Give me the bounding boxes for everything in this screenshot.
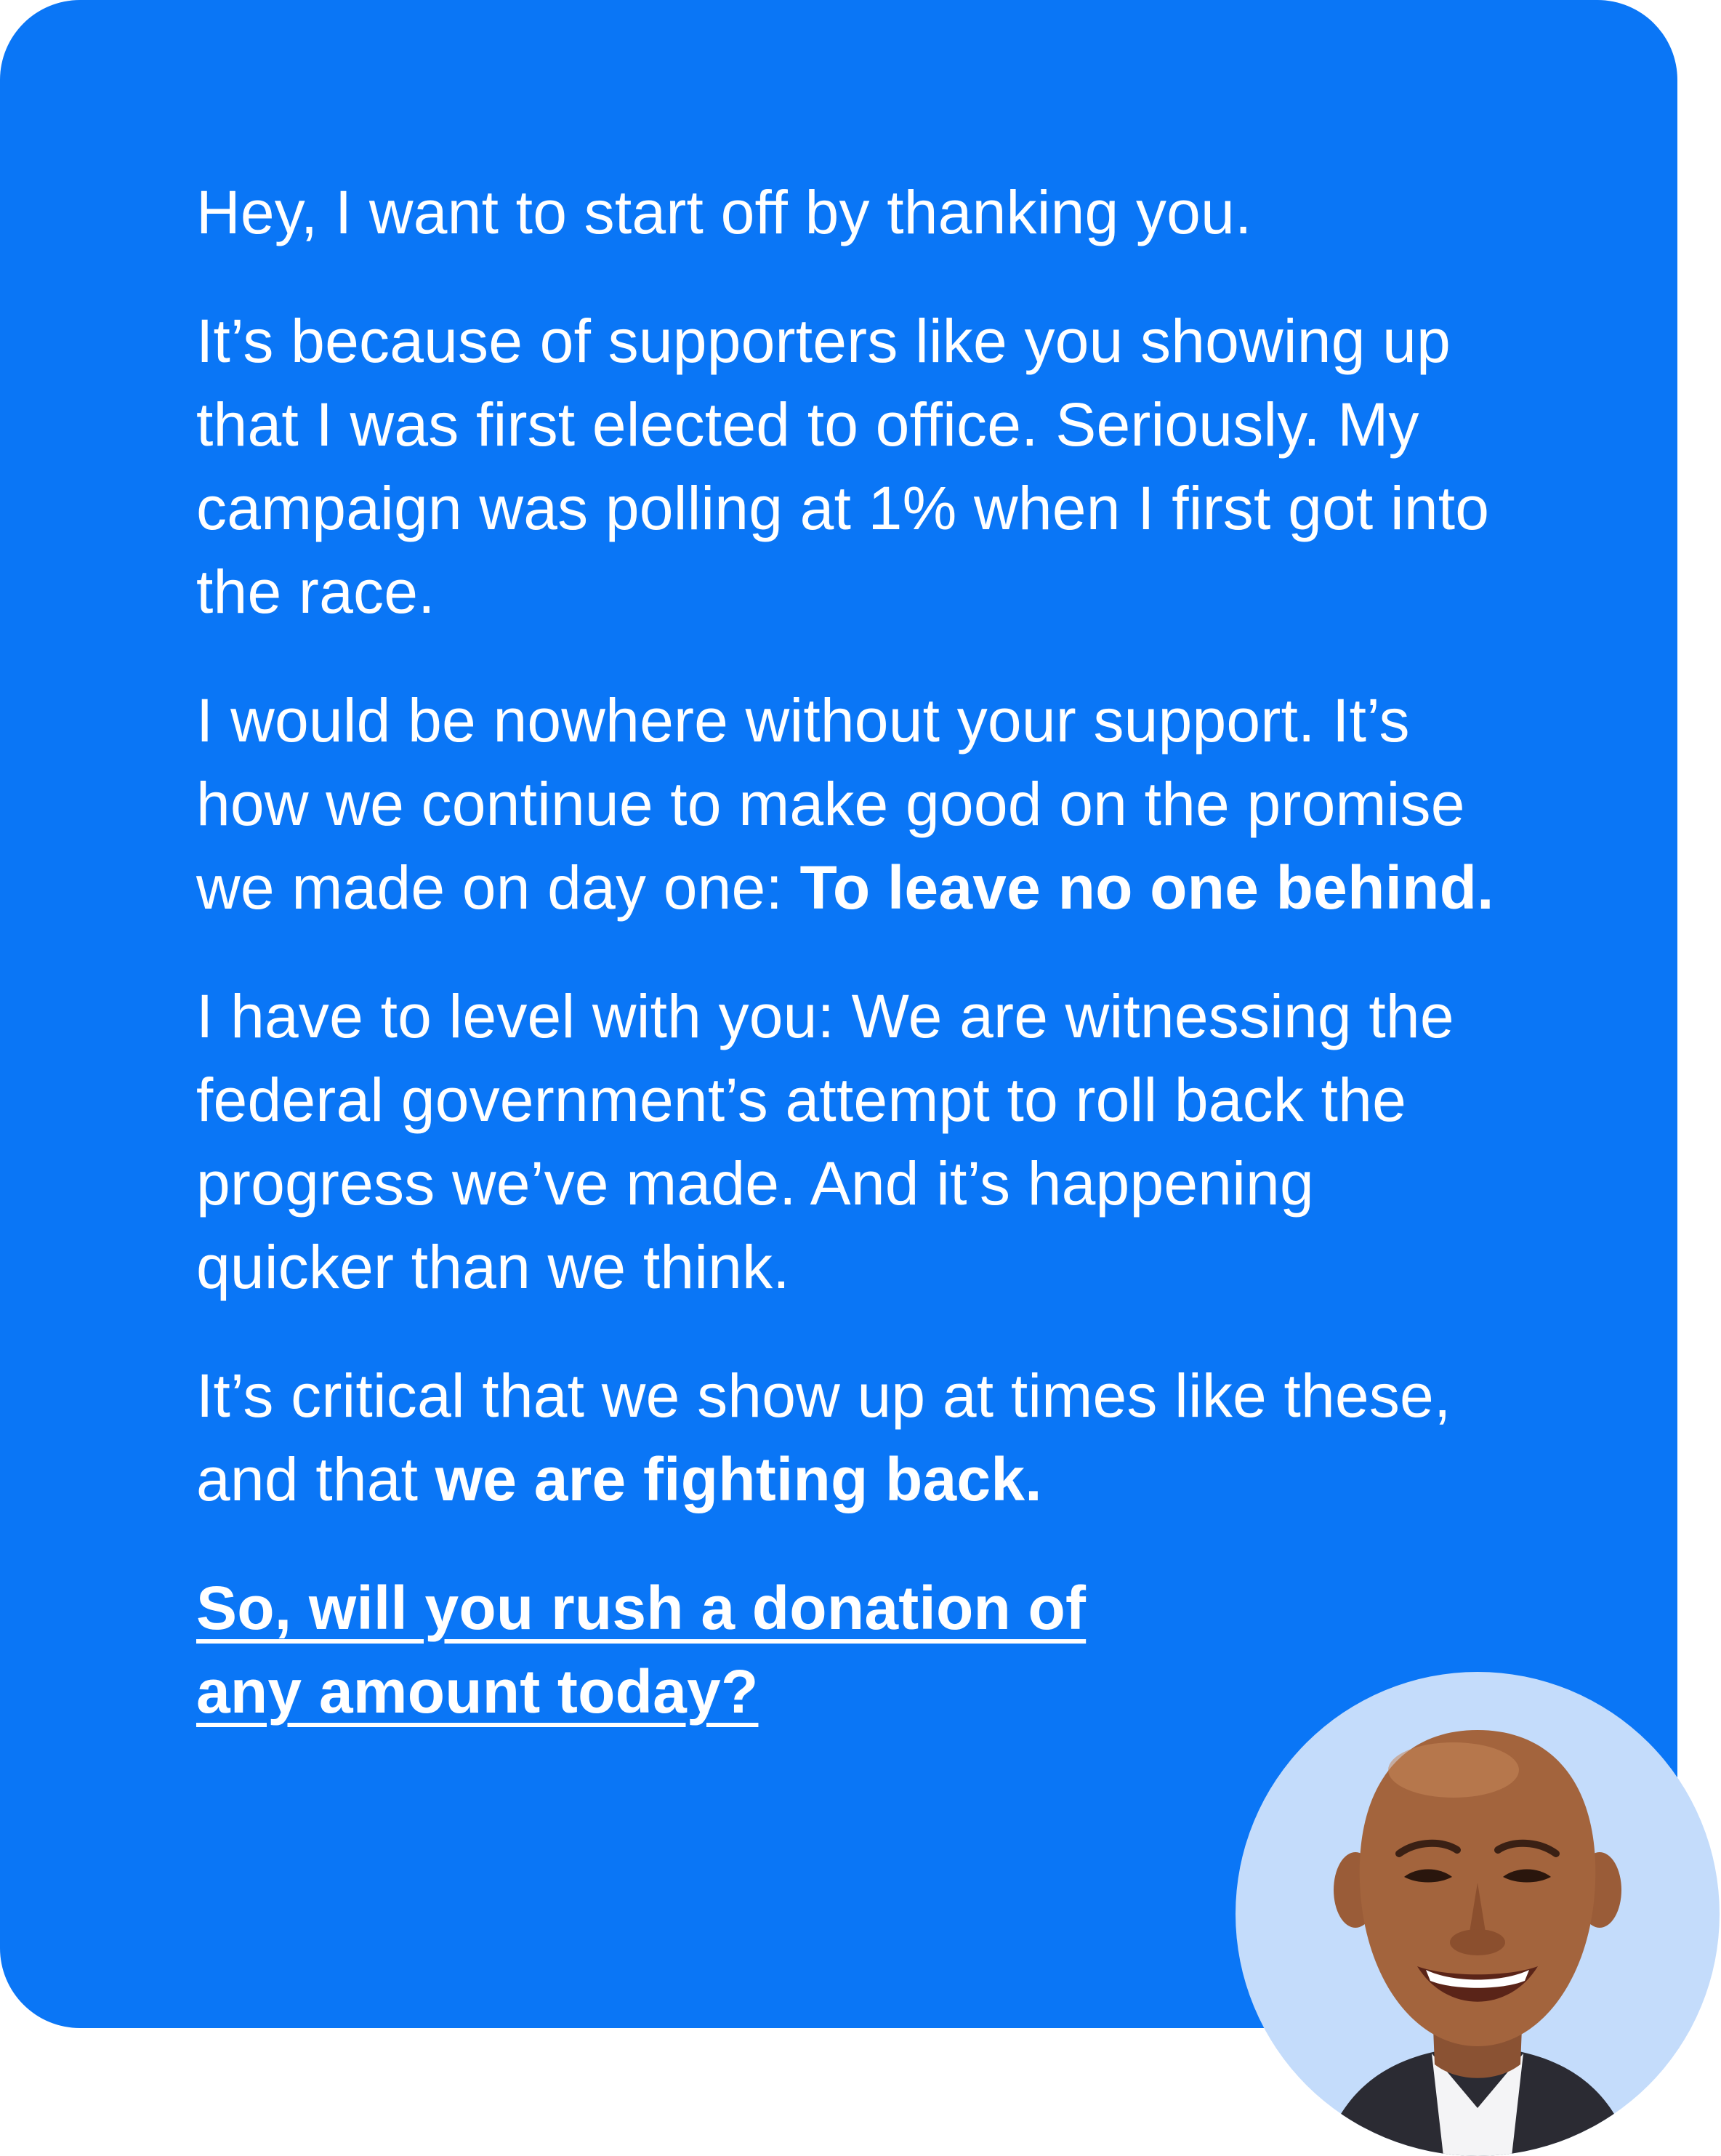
- donation-link-line2[interactable]: any amount today?: [196, 1657, 759, 1726]
- avatar: [1236, 1672, 1720, 2156]
- message-body: [196, 171, 1519, 1779]
- critical-emphasis: we are fighting back.: [435, 1445, 1042, 1513]
- paragraph-supporters: It’s because of supporters like you showing up that I was first elected to office. Seriously. My campaign was polling at 1% when I first got into the race.: [196, 307, 1490, 626]
- paragraph-federal: I have to level with you: We are witnessing the federal government’s attempt to roll back the progress we’ve made. And it’s happening quicker than we think.: [196, 982, 1454, 1301]
- promise-emphasis: To leave no one behind.: [799, 853, 1494, 922]
- donation-call-to-action: [196, 1566, 1519, 1734]
- promise-text: I would be nowhere without your support. It’s how we continue to make good on the promise we made on day one:: [196, 686, 1465, 922]
- donation-link-line1[interactable]: So, will you rush a donation of: [196, 1574, 1087, 1642]
- person-photo-icon: [1236, 1672, 1720, 2156]
- critical-text: It’s critical that we show up at times like these, and that: [196, 1361, 1451, 1513]
- paragraph-promise: [196, 679, 1519, 930]
- paragraph-critical: [196, 1354, 1519, 1521]
- paragraph-greeting: Hey, I want to start off by thanking you.: [196, 178, 1252, 246]
